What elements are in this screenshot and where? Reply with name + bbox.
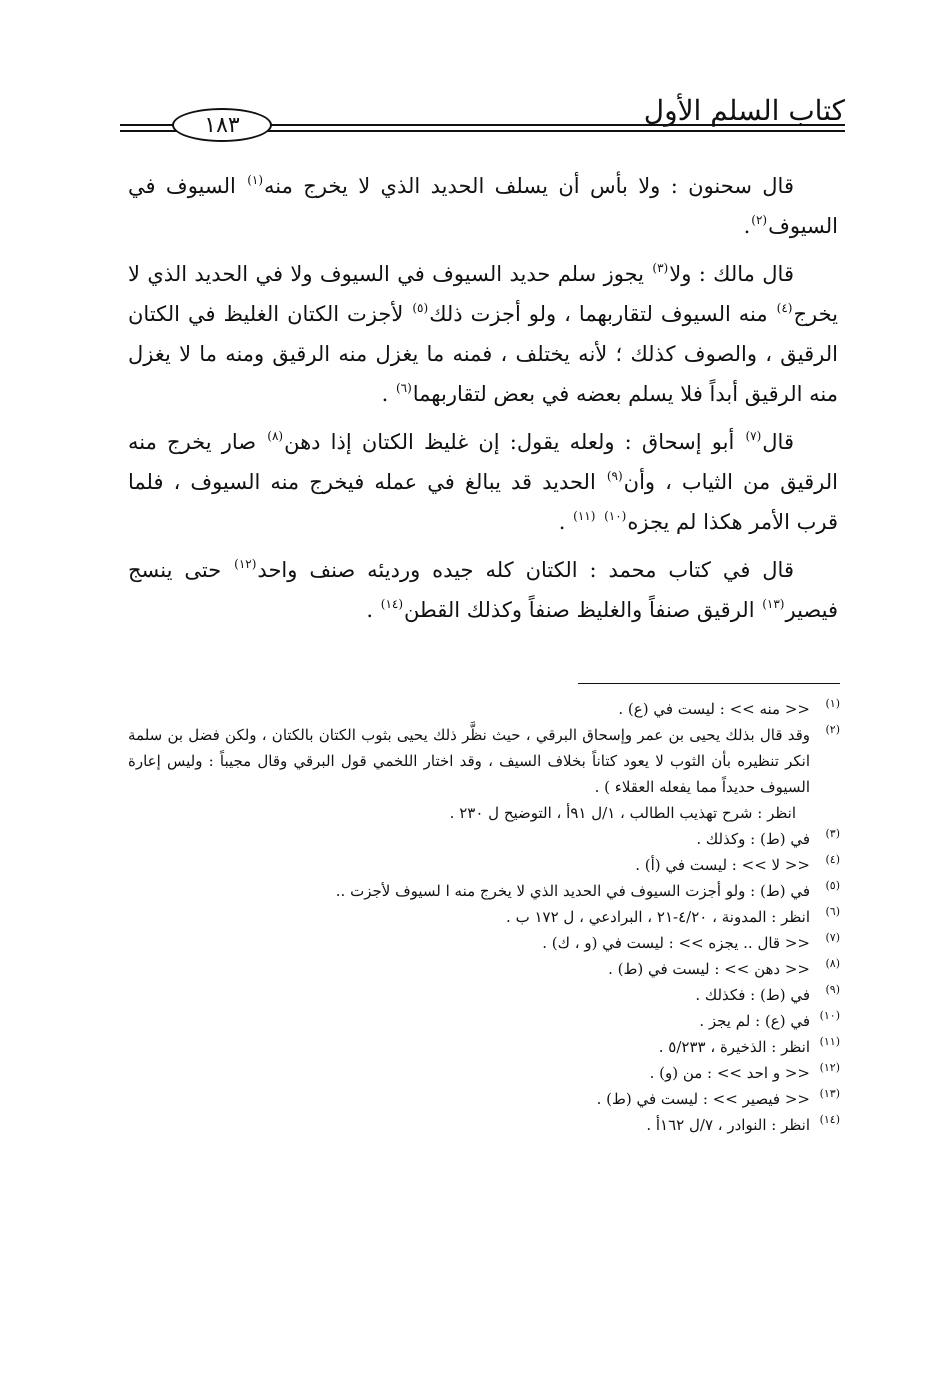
- footnote: [128, 1060, 840, 1086]
- footnote-number: (١٠): [819, 1009, 840, 1022]
- footnote-number: (٦): [825, 905, 840, 918]
- footnote-number: (١): [825, 697, 840, 710]
- paragraph-text: صار يخرج منه الرقيق من الثياب ، وأن: [128, 430, 838, 494]
- footnote: [128, 1112, 840, 1138]
- footnote-text: << و احد >> : من (و) .: [649, 1064, 810, 1082]
- footnote: [128, 878, 840, 904]
- footnote: [128, 904, 840, 930]
- footnote-number: (٧): [825, 931, 840, 944]
- paragraph-text: منه السيوف لتقاربهما ، ولو أجزت ذلك: [429, 302, 776, 326]
- footnote-ref: (٩): [606, 469, 623, 483]
- footnote: [128, 800, 840, 826]
- paragraph-text: .: [558, 510, 573, 534]
- paragraph-text: الحديد قد يبالغ في عمله فيخرج منه السيوف ، فلما قرب الأمر هكذا لم يجزه: [128, 470, 838, 534]
- footnote-number: (١٤): [819, 1113, 840, 1126]
- footnote-ref: (٨): [267, 429, 284, 443]
- paragraph-text: [596, 510, 603, 534]
- footnote-ref: (٥): [412, 301, 429, 315]
- footnote-ref: (٣): [652, 261, 669, 275]
- footnote: [128, 956, 840, 982]
- footnote-ref: (١٠): [604, 509, 627, 523]
- footnote-text: << قال .. يجزه >> : ليست في (و ، ك) .: [542, 934, 810, 952]
- footnote-text: انظر : النوادر ، ٧/ل ١٦٢أ .: [646, 1116, 810, 1134]
- footnote-text: انظر : المدونة ، ٤/٢٠-٢١ ، البرادعي ، ل ١٧٢ ب .: [506, 908, 810, 926]
- footnote: [128, 1008, 840, 1034]
- paragraph: [128, 422, 838, 542]
- paragraph-text: قال: [762, 430, 794, 454]
- footnote-number: (٤): [825, 853, 840, 866]
- footnote-number: (٣): [825, 827, 840, 840]
- footnote: [128, 930, 840, 956]
- paragraph-text: الرقيق صنفاً والغليظ صنفاً وكذلك القطن: [404, 598, 762, 622]
- paragraph-text: أبو إسحاق : ولعله يقول: إن غليظ الكتان إذا دهن: [284, 430, 745, 454]
- footnote-text: وقد قال بذلك يحيى بن عمر وإسحاق البرقي ، حيث نظَّر ذلك يحيى بثوب الكتان بالكتان ، ولكن فضل بن سلمة انكر تنظيره بأن الثوب لا يعود كتاناً بخلاف السيف ، وقد اختار اللخمي قول البرقي وقال مجيباً : وليس إعارة السيوف حديداً مما يفعله العقلاء ) .: [128, 726, 810, 796]
- footnote-ref: (٤): [776, 301, 793, 315]
- paragraph-text: السيوف في السيوف: [128, 174, 838, 238]
- footnote-number: (١١): [819, 1035, 840, 1048]
- footnote-text: انظر : شرح تهذيب الطالب ، ١/ل ٩١أ ، التوضيح ل ٢٣٠ .: [449, 804, 796, 822]
- paragraph-text: قال سحنون : ولا بأس أن يسلف الحديد الذي لا يخرج منه: [264, 174, 794, 198]
- footnote-divider: [578, 683, 840, 684]
- footnote-text: << دهن >> : ليست في (ط) .: [608, 960, 810, 978]
- footnote-text: انظر : الذخيرة ، ٥/٢٣٣ .: [658, 1038, 810, 1056]
- footnote-number: (٩): [825, 983, 840, 996]
- paragraph-text: لأجزت الكتان الغليظ في الكتان الرقيق ، والصوف كذلك ؛ لأنه يختلف ، فمنه ما يغزل منه الرقيق ومنه ما لا يغزل منه الرقيق أبداً فلا يسلم بعضه في بعض لتقاربهما: [128, 302, 838, 406]
- footnote-number: (٢): [825, 723, 840, 736]
- footnote: [128, 852, 840, 878]
- paragraph: [128, 166, 838, 246]
- footnote-text: << لا >> : ليست في (أ) .: [635, 856, 810, 874]
- paragraph-text: قال في كتاب محمد : الكتان كله جيده ورديئه صنف واحد: [257, 558, 794, 582]
- paragraph: [128, 254, 838, 414]
- footnote: [128, 1086, 840, 1112]
- page-header: [120, 92, 845, 152]
- paragraph-text: .: [366, 598, 380, 622]
- paragraph: [128, 550, 838, 630]
- footnote-text: في (ط) : ولو أجزت السيوف في الحديد الذي لا يخرج منه ا لسيوف لأجزت ..: [335, 882, 810, 900]
- footnote-ref: (١): [247, 173, 264, 187]
- paragraph-text: .: [743, 214, 751, 238]
- page-number: ١٨٣: [172, 108, 272, 142]
- paragraph-text: يجوز سلم حديد السيوف في السيوف ولا في الحديد الذي لا يخرج: [128, 262, 838, 326]
- footnote: [128, 722, 840, 800]
- footnote-number: (١٢): [819, 1061, 840, 1074]
- footnote-number: (١٣): [819, 1087, 840, 1100]
- footnote-ref: (١٣): [762, 597, 785, 611]
- footnote-ref: (١٤): [380, 597, 404, 611]
- footnote-number: (٥): [825, 879, 840, 892]
- paragraph-text: .: [381, 382, 395, 406]
- book-title: كتاب السلم الأول: [643, 94, 845, 127]
- footnote: [128, 696, 840, 722]
- footnote: [128, 1034, 840, 1060]
- paragraph-text: حتى ينسج فيصير: [128, 558, 838, 622]
- footnote-ref: (١١): [573, 509, 596, 523]
- footnote-text: في (ط) : فكذلك .: [695, 986, 810, 1004]
- footnote-ref: (٢): [751, 213, 768, 227]
- footnote: [128, 826, 840, 852]
- footnote: [128, 982, 840, 1008]
- footnotes: [128, 696, 840, 1138]
- footnote-number: (٨): [825, 957, 840, 970]
- footnote-ref: (٦): [395, 381, 412, 395]
- footnote-text: << منه >> : ليست في (ع) .: [618, 700, 810, 718]
- footnote-text: في (ع) : لم يجز .: [699, 1012, 810, 1030]
- footnote-ref: (١٢): [234, 557, 257, 571]
- footnote-text: في (ط) : وكذلك .: [696, 830, 810, 848]
- footnote-ref: (٧): [745, 429, 762, 443]
- footnote-text: << فيصير >> : ليست في (ط) .: [596, 1090, 810, 1108]
- paragraph-text: قال مالك : ولا: [669, 262, 794, 286]
- main-text: [128, 166, 838, 638]
